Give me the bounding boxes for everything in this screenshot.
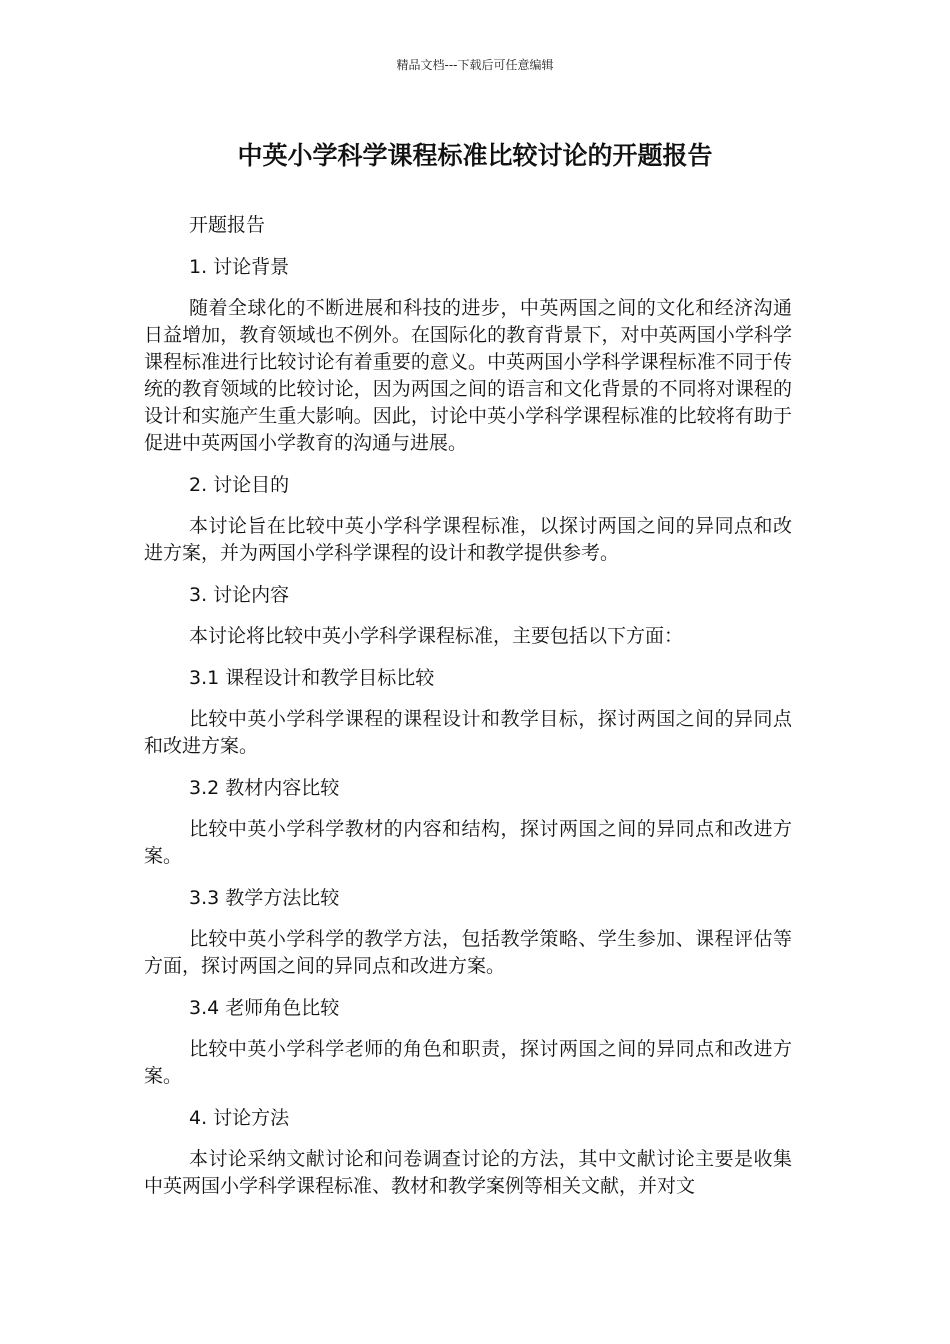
heading-3-3: 3.3 教学方法比较 [189, 886, 340, 909]
paragraph-background: 随着全球化的不断进展和科技的进步，中英两国之间的文化和经济沟通日益增加，教育领域也不例外。在国际化的教育背景下，对中英两国小学科学课程标准进行比较讨论有着重要的意义。中英两国小学科学课程标准不同于传统的教育领域的比较讨论，因为两国之间的语言和文化背景的不同将对课程的设计和实施产生重大影响。因此，讨论中英小学科学课程标准的比较将有助于促进中英两国小学教育的沟通与进展。 [144, 297, 792, 454]
paragraph-3-4: 比较中英小学科学老师的角色和职责，探讨两国之间的异同点和改进方案。 [144, 1038, 792, 1087]
heading-background: 1. 讨论背景 [189, 255, 290, 278]
heading-3-2: 3.2 教材内容比较 [189, 776, 340, 799]
paragraph-methods: 本讨论采纳文献讨论和问卷调查讨论的方法，其中文献讨论主要是收集中英两国小学科学课程标准、教材和教学案例等相关文献，并对文 [144, 1148, 792, 1197]
heading-3-4: 3.4 老师角色比较 [189, 996, 340, 1019]
paragraph-purpose: 本讨论旨在比较中英小学科学课程标准，以探讨两国之间的异同点和改进方案，并为两国小学科学课程的设计和教学提供参考。 [144, 515, 792, 564]
heading-methods: 4. 讨论方法 [189, 1106, 290, 1129]
paragraph-3-1: 比较中英小学科学课程的课程设计和教学目标，探讨两国之间的异同点和改进方案。 [144, 708, 792, 757]
document-body [144, 212, 792, 1215]
document-title: 中英小学科学课程标准比较讨论的开题报告 [237, 141, 713, 170]
heading-purpose: 2. 讨论目的 [189, 473, 290, 496]
paragraph-report-label: 开题报告 [189, 214, 266, 236]
paragraph-content-intro: 本讨论将比较中英小学科学课程标准，主要包括以下方面： [189, 625, 684, 647]
paragraph-3-2: 比较中英小学科学教材的内容和结构，探讨两国之间的异同点和改进方案。 [144, 818, 792, 867]
heading-content: 3. 讨论内容 [189, 583, 290, 606]
paragraph-3-3: 比较中英小学科学的教学方法，包括教学策略、学生参加、课程评估等方面，探讨两国之间的异同点和改进方案。 [144, 928, 792, 977]
heading-3-1: 3.1 课程设计和教学目标比较 [189, 666, 435, 689]
header-watermark: 精品文档---下载后可任意编辑 [396, 58, 554, 72]
